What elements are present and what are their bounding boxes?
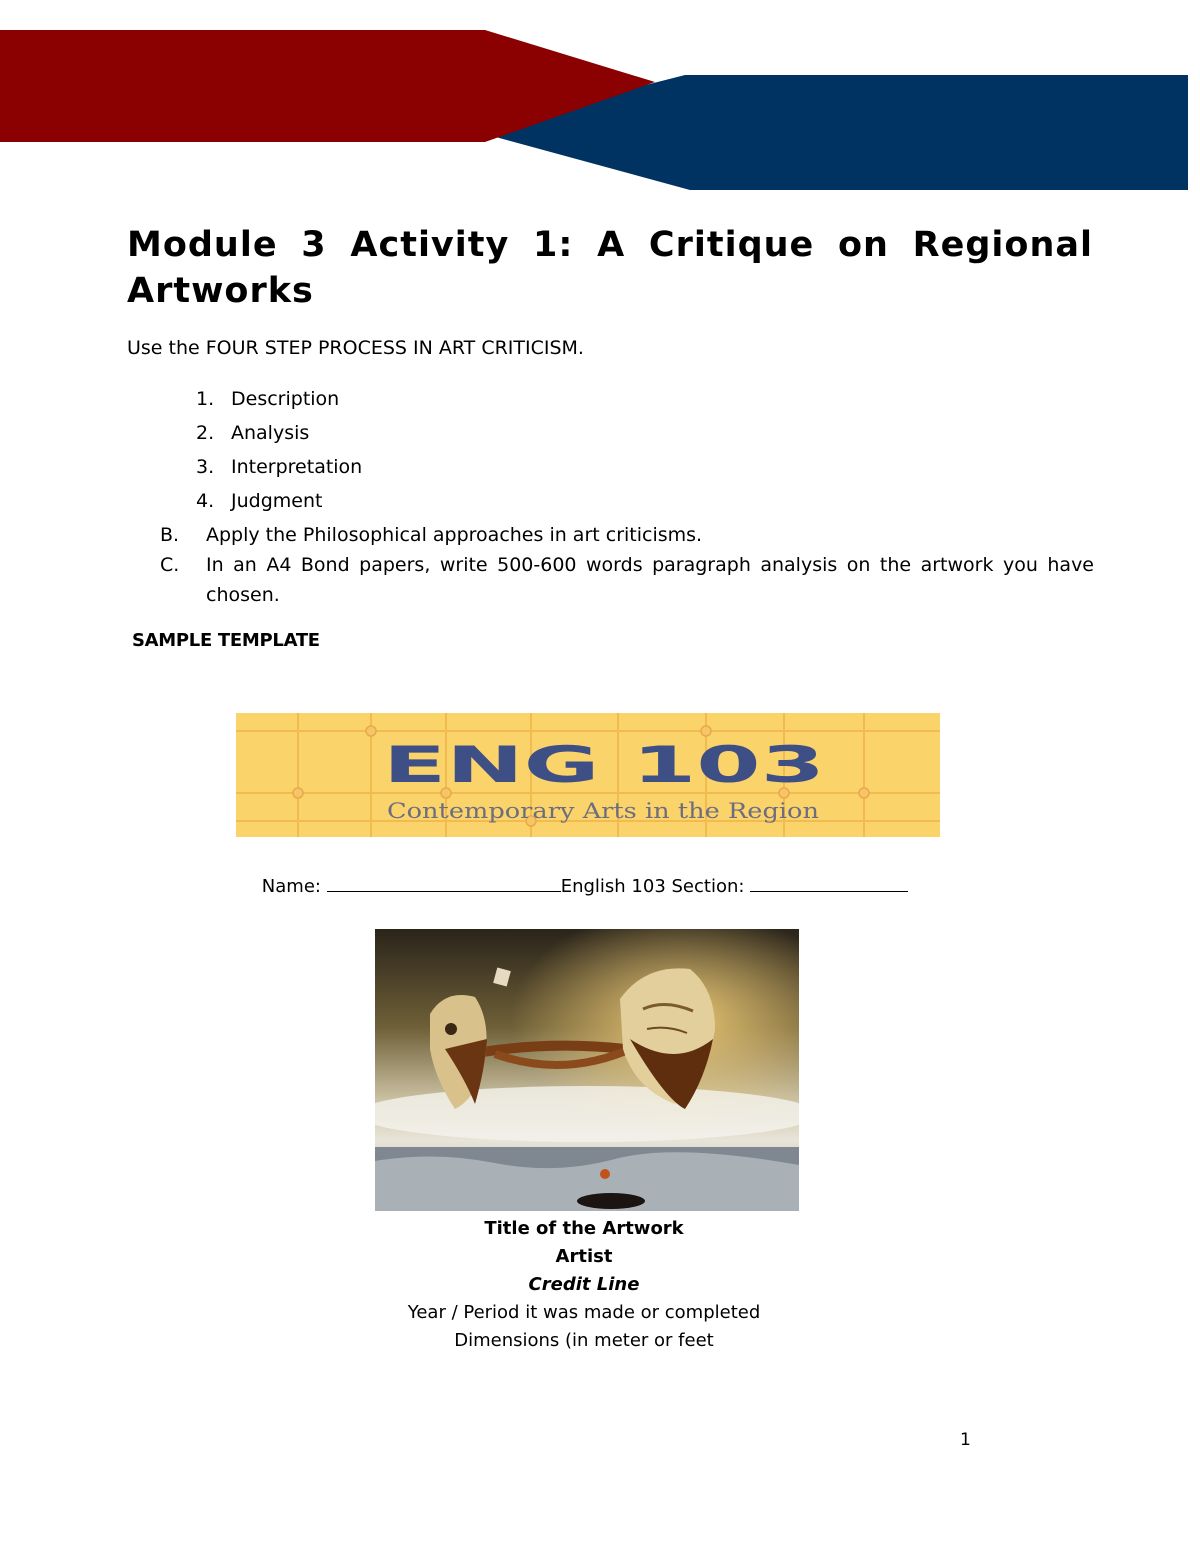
list-item: 3. Interpretation xyxy=(196,456,363,478)
section-label: English 103 Section: xyxy=(560,876,745,897)
artwork-caption xyxy=(0,1215,1168,1355)
list-item: B. Apply the Philosophical approaches in art criticisms. xyxy=(160,524,703,546)
name-section-line xyxy=(0,873,1170,897)
name-label: Name: xyxy=(261,876,321,897)
credit-line-label: Credit Line xyxy=(528,1274,640,1295)
sample-template-label: SAMPLE TEMPLATE xyxy=(132,630,320,651)
page-title: Module 3 Activity 1: A Critique on Regional Artworks xyxy=(127,225,1093,311)
course-code: ENG 103 xyxy=(383,736,825,794)
artist-label: Artist xyxy=(555,1246,613,1267)
artwork-title-label: Title of the Artwork xyxy=(484,1218,684,1239)
list-item: 2. Analysis xyxy=(196,422,310,444)
section-field[interactable] xyxy=(750,873,908,892)
dimensions-label: Dimensions (in meter or feet xyxy=(454,1330,714,1351)
header-banner xyxy=(0,0,1200,200)
instructions-list xyxy=(160,520,1094,610)
list-item: 1. Description xyxy=(196,388,340,410)
list-item: C. In an A4 Bond papers, write 500-600 words paragraph analysis on the artwork you have chosen. xyxy=(160,554,1094,606)
course-subtitle: Contemporary Arts in the Region xyxy=(387,799,819,823)
intro-text: Use the FOUR STEP PROCESS IN ART CRITICISM. xyxy=(127,337,584,359)
list-item: 4. Judgment xyxy=(196,490,323,512)
course-banner xyxy=(236,713,940,837)
name-field[interactable] xyxy=(327,873,561,892)
artwork-image xyxy=(375,929,799,1211)
page-number: 1 xyxy=(960,1430,971,1450)
four-step-list xyxy=(196,386,362,522)
year-label: Year / Period it was made or completed xyxy=(407,1302,761,1323)
